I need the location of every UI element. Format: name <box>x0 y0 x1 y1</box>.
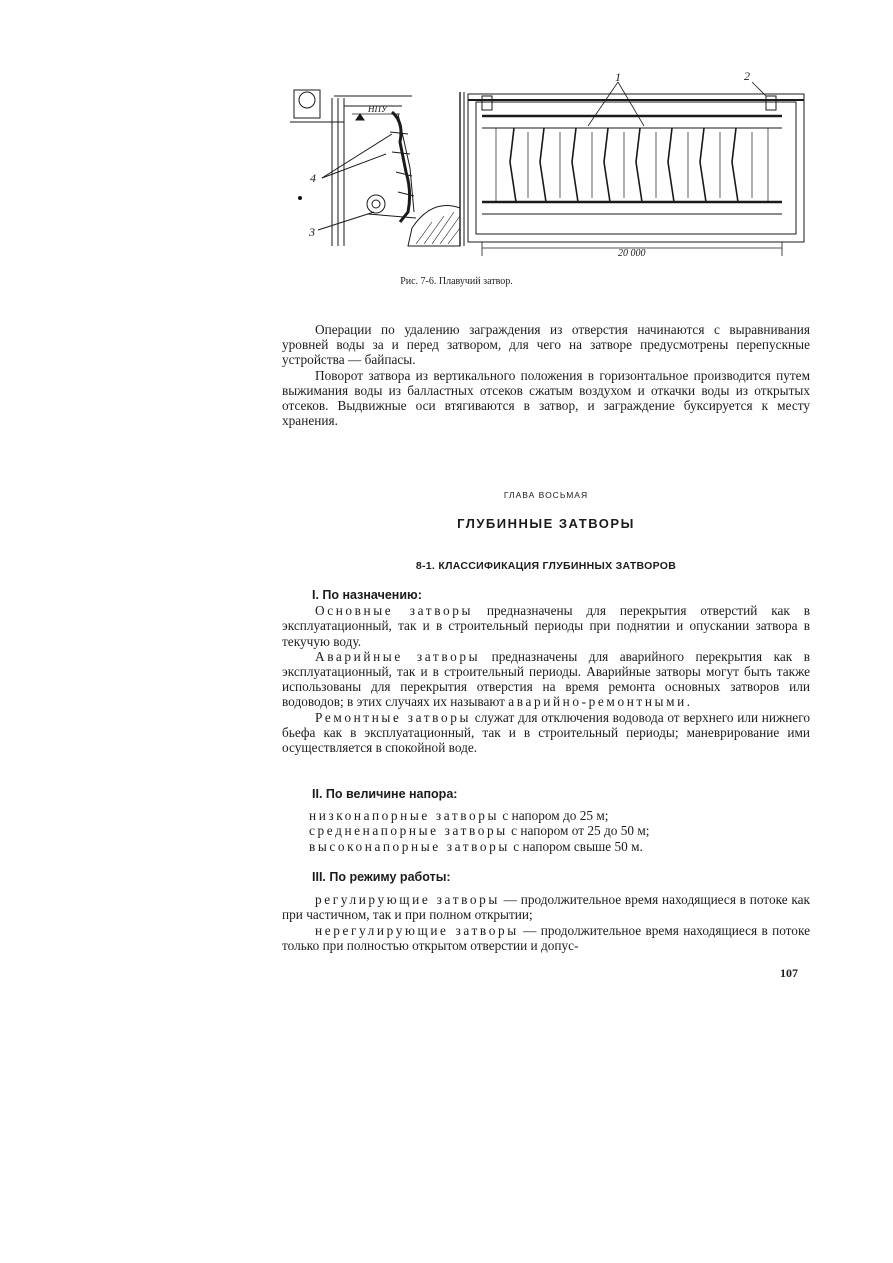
repair-gates-text: служат для отключения водовода от верхнего или нижнего бьефа как в эксплуатационный, так и в строительный периоды; маневрирование ими осуществляется в спокойной воде. <box>282 709 810 756</box>
head-low <box>282 808 810 823</box>
term-emergency-repair: аварийно-ремонтными <box>508 694 687 710</box>
purpose-emergency <box>282 649 810 710</box>
floating-gate-drawing <box>282 72 814 272</box>
margin-dot <box>298 196 302 200</box>
classification-purpose <box>282 588 810 755</box>
low-head-text: с напором до 25 м; <box>499 808 609 824</box>
term-high-head: высоконапорные затворы <box>309 838 510 854</box>
mode-regulating <box>282 892 810 922</box>
head-heading: II. По величине напора: <box>312 787 458 801</box>
figure-caption: Рис. 7-6. Плавучий затвор. <box>400 276 513 287</box>
term-emergency-gates: Аварийные затворы <box>315 648 481 664</box>
head-high <box>282 839 810 854</box>
emergency-repair-end: . <box>686 694 691 710</box>
chapter-label: ГЛАВА ВОСЬМАЯ <box>503 490 589 500</box>
chapter-title: ГЛУБИННЫЕ ЗАТВОРЫ <box>457 516 635 531</box>
mode-nonregulating <box>282 923 810 953</box>
term-regulating: регулирующие затворы <box>315 892 500 908</box>
mid-head-text: с напором от 25 до 50 м; <box>507 823 650 839</box>
level-mark: НПУ <box>368 104 388 114</box>
section-title: 8-1. КЛАССИФИКАЦИЯ ГЛУБИННЫХ ЗАТВОРОВ <box>415 560 677 572</box>
term-mid-head: средненапорные затворы <box>309 823 508 839</box>
term-nonregulating: нерегулирующие затворы <box>315 922 519 938</box>
figure-label-2: 2 <box>744 72 750 83</box>
paragraph-bypass: Операции по удалению заграждения из отверстия начинаются с выравнивания уровней воды за и перед затвором, для чего на затворе предусмотрены перепускные устройства — байпасы. <box>282 322 810 368</box>
head-mid <box>282 823 810 838</box>
term-main-gates: Основные затворы <box>315 603 474 619</box>
dimension-label: 20 000 <box>618 248 646 259</box>
figure-label-1: 1 <box>615 72 621 84</box>
emergency-gates-text: предназначены для аварийного перекрытия как в эксплуатационный, так и в строительный периоды. Аварийные затворы могут быть также использованы для перекрытия отверстия на время ремонта основных затворов или водоводов; в этих случаях их называют <box>282 648 810 710</box>
figure-label-4: 4 <box>310 171 316 185</box>
paragraph-rotation: Поворот затвора из вертикального положения в горизонтальное производится путем выжимания воды из балластных отсеков сжатым воздухом и откачки воды из открытых отсеков. Выдвижные оси втягиваются в затвор, и заграждение буксируется к месту хранения. <box>282 367 810 429</box>
purpose-main <box>282 603 810 649</box>
figure-paragraphs <box>282 322 810 428</box>
nonregulating-text: — продолжительное время находящиеся в потоке только при полностью открытом отверстии и допус- <box>282 922 810 953</box>
term-low-head: низконапорные затворы <box>309 808 500 824</box>
main-gates-text: предназначены для перекрытия отверстий как в эксплуатационный, так и в строительный периоды при поднятии и опускании затвора в текучую воду. <box>282 603 810 649</box>
figure-floating-gate <box>282 72 814 272</box>
classification-head <box>282 787 810 854</box>
figure-label-3: 3 <box>309 225 315 239</box>
purpose-repair <box>282 710 810 756</box>
classification-mode <box>282 870 810 953</box>
page-number: 107 <box>780 966 798 980</box>
high-head-text: с напором свыше 50 м. <box>509 838 643 854</box>
purpose-heading: I. По назначению: <box>312 588 422 602</box>
regulating-text: — продолжительное время находящиеся в потоке как при частичном, так и при полном открытии; <box>282 892 810 923</box>
term-repair-gates: Ремонтные затворы <box>315 709 472 725</box>
mode-heading: III. По режиму работы: <box>312 870 451 884</box>
